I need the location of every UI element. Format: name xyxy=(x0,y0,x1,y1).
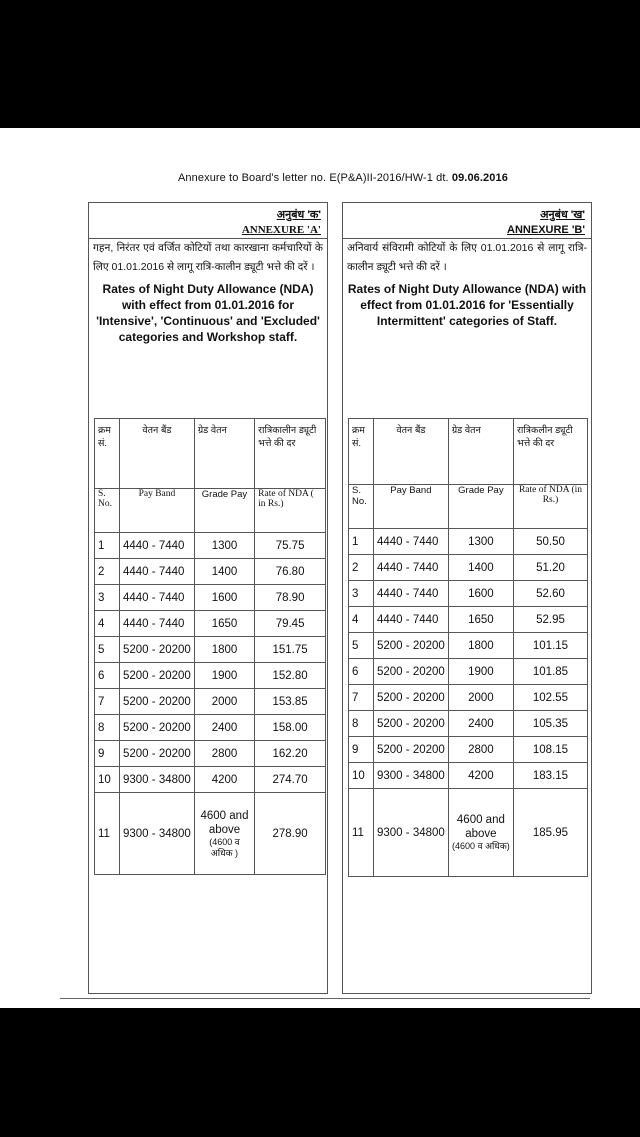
row-gradepay: 1400 xyxy=(448,555,513,581)
annexure-b-hindi-text: अनिवार्य संविरामी कोटियों के लिए 01.01.2016 से लागू रात्रि-कालीन ड्यूटी भत्ते की दरें । xyxy=(343,238,591,277)
row-payband: 5200 - 20200 xyxy=(120,715,195,741)
row-nda: 78.90 xyxy=(255,585,326,611)
row-gradepay: 1600 xyxy=(448,581,513,607)
row-payband: 4440 - 7440 xyxy=(120,559,195,585)
hdr-rate-hi: रात्रिकलीन ड्यूटी भत्ते की दर xyxy=(513,419,587,485)
row-sno: 9 xyxy=(349,737,374,763)
row-gradepay: 2800 xyxy=(448,737,513,763)
hindi-header-row xyxy=(349,419,588,485)
table-row xyxy=(349,685,588,711)
row-nda: 79.45 xyxy=(255,611,326,637)
row-payband: 5200 - 20200 xyxy=(374,711,449,737)
hdr-payband-en: Pay Band xyxy=(120,489,195,533)
annexure-a-table xyxy=(94,418,326,875)
table-row xyxy=(349,555,588,581)
row-sno: 3 xyxy=(349,581,374,607)
row-payband: 9300 - 34800 xyxy=(120,767,195,793)
row-gradepay: 2000 xyxy=(194,689,254,715)
table-row xyxy=(349,659,588,685)
row-nda: 274.70 xyxy=(255,767,326,793)
row-sno: 2 xyxy=(95,559,120,585)
row-nda: 153.85 xyxy=(255,689,326,715)
table-row xyxy=(349,763,588,789)
annexure-a-title: Rates of Night Duty Allowance (NDA) with effect from 01.01.2016 for 'Intensive', 'Continuous' and 'Excluded' categories and Workshop staff. xyxy=(96,282,320,344)
row-gradepay: 2400 xyxy=(194,715,254,741)
row-sno: 8 xyxy=(349,711,374,737)
hdr-sno-hi: क्रम सं. xyxy=(95,419,120,489)
row-nda: 162.20 xyxy=(255,741,326,767)
row-sno: 6 xyxy=(95,663,120,689)
row-gradepay: 1400 xyxy=(194,559,254,585)
row-nda: 108.15 xyxy=(513,737,587,763)
table-row xyxy=(95,663,326,689)
row-sno: 6 xyxy=(349,659,374,685)
row-payband: 4440 - 7440 xyxy=(120,611,195,637)
row-sno: 4 xyxy=(95,611,120,637)
english-header-row xyxy=(95,489,326,533)
table-row xyxy=(95,585,326,611)
table-row xyxy=(95,767,326,793)
row-payband: 5200 - 20200 xyxy=(374,685,449,711)
row-payband: 5200 - 20200 xyxy=(120,637,195,663)
annexure-a-label-hindi: अनुबंध 'क' xyxy=(276,209,321,221)
row-payband: 5200 - 20200 xyxy=(374,737,449,763)
annexure-b-title: Rates of Night Duty Allowance (NDA) with effect from 01.01.2016 for 'Essentially Intermittent' categories of Staff. xyxy=(347,282,587,328)
row-sno: 4 xyxy=(349,607,374,633)
hdr-gradepay-en: Grade Pay xyxy=(194,489,254,533)
letter-date: 09.06.2016 xyxy=(451,172,508,184)
row-gradepay: 1300 xyxy=(194,533,254,559)
row-sno: 7 xyxy=(349,685,374,711)
row-gradepay: 4200 xyxy=(448,763,513,789)
row-sno: 11 xyxy=(95,793,120,875)
table-row xyxy=(95,611,326,637)
row-gradepay: 2800 xyxy=(194,741,254,767)
row-nda: 101.15 xyxy=(513,633,587,659)
row-gradepay: 4600 and above (4600 व अधिक) xyxy=(448,789,513,877)
hdr-payband-hi: वेतन बैंड xyxy=(374,419,449,485)
row-nda: 76.80 xyxy=(255,559,326,585)
row-sno: 1 xyxy=(349,529,374,555)
letter-reference-text: Annexure to Board's letter no. E(P&A)II-2016/HW-1 dt. xyxy=(178,172,449,184)
document-page xyxy=(0,128,640,1008)
row-payband: 4440 - 7440 xyxy=(374,555,449,581)
row-sno: 11 xyxy=(349,789,374,877)
table-row xyxy=(95,689,326,715)
row-nda: 51.20 xyxy=(513,555,587,581)
annexure-b-label: ANNEXURE 'B' xyxy=(507,224,585,236)
row-nda: 183.15 xyxy=(513,763,587,789)
table-row xyxy=(95,741,326,767)
row-payband: 4440 - 7440 xyxy=(374,607,449,633)
row-sno: 5 xyxy=(349,633,374,659)
row-nda: 52.95 xyxy=(513,607,587,633)
row-payband: 4440 - 7440 xyxy=(374,529,449,555)
table-row xyxy=(349,581,588,607)
hdr-sno-hi: क्रम सं. xyxy=(349,419,374,485)
hdr-rate-hi: रात्रिकालीन ड्यूटी भत्ते की दर xyxy=(255,419,326,489)
row-payband: 9300 - 34800 xyxy=(374,763,449,789)
table-row xyxy=(349,737,588,763)
row-payband: 5200 - 20200 xyxy=(374,633,449,659)
row-sno: 2 xyxy=(349,555,374,581)
row-sno: 7 xyxy=(95,689,120,715)
row-payband: 5200 - 20200 xyxy=(120,689,195,715)
annexure-b-label-hindi: अनुबंध 'ख' xyxy=(540,209,585,221)
row-payband: 5200 - 20200 xyxy=(120,663,195,689)
row-sno: 1 xyxy=(95,533,120,559)
row-payband: 9300 - 34800 xyxy=(374,789,449,877)
row-gradepay: 1300 xyxy=(448,529,513,555)
row-payband: 5200 - 20200 xyxy=(120,741,195,767)
row-sno: 10 xyxy=(349,763,374,789)
table-row xyxy=(349,711,588,737)
row-gradepay: 1900 xyxy=(194,663,254,689)
row-sno: 8 xyxy=(95,715,120,741)
row-gradepay: 1650 xyxy=(448,607,513,633)
row-gradepay: 2400 xyxy=(448,711,513,737)
bottom-rule xyxy=(60,998,590,999)
row-gradepay: 4200 xyxy=(194,767,254,793)
row-nda: 152.80 xyxy=(255,663,326,689)
row-sno: 5 xyxy=(95,637,120,663)
table-row xyxy=(349,789,588,877)
row-sno: 3 xyxy=(95,585,120,611)
row-gradepay: 1650 xyxy=(194,611,254,637)
hindi-header-row xyxy=(95,419,326,489)
row-nda: 50.50 xyxy=(513,529,587,555)
row-payband: 9300 - 34800 xyxy=(120,793,195,875)
table-row xyxy=(349,607,588,633)
letter-reference xyxy=(178,172,508,184)
table-row xyxy=(95,715,326,741)
hdr-payband-hi: वेतन बैंड xyxy=(120,419,195,489)
table-row xyxy=(95,559,326,585)
row-payband: 4440 - 7440 xyxy=(374,581,449,607)
annexure-a-label: ANNEXURE 'A' xyxy=(241,224,321,236)
hdr-gradepay-hi: ग्रेड वेतन xyxy=(194,419,254,489)
row-gradepay: 1900 xyxy=(448,659,513,685)
row-nda: 75.75 xyxy=(255,533,326,559)
hdr-sno-en: S. No. xyxy=(95,489,120,533)
row-nda: 158.00 xyxy=(255,715,326,741)
annexure-b-table xyxy=(348,418,588,877)
row-nda: 102.55 xyxy=(513,685,587,711)
table-row xyxy=(95,637,326,663)
hdr-payband-en: Pay Band xyxy=(374,485,449,529)
row-payband: 5200 - 20200 xyxy=(374,659,449,685)
table-row xyxy=(95,793,326,875)
row-payband: 4440 - 7440 xyxy=(120,585,195,611)
hdr-rate-en: Rate of NDA (in Rs.) xyxy=(513,485,587,529)
row-nda: 185.95 xyxy=(513,789,587,877)
row-nda: 101.85 xyxy=(513,659,587,685)
row-gradepay: 1600 xyxy=(194,585,254,611)
row-sno: 9 xyxy=(95,741,120,767)
row-nda: 105.35 xyxy=(513,711,587,737)
hdr-gradepay-hi: ग्रेड वेतन xyxy=(448,419,513,485)
row-gradepay: 2000 xyxy=(448,685,513,711)
table-row xyxy=(95,533,326,559)
row-gradepay: 1800 xyxy=(194,637,254,663)
row-payband: 4440 - 7440 xyxy=(120,533,195,559)
table-row xyxy=(349,529,588,555)
row-nda: 52.60 xyxy=(513,581,587,607)
hdr-rate-en: Rate of NDA ( in Rs.) xyxy=(255,489,326,533)
row-sno: 10 xyxy=(95,767,120,793)
row-nda: 278.90 xyxy=(255,793,326,875)
row-gradepay: 4600 and above (4600 व अधिक ) xyxy=(194,793,254,875)
row-gradepay: 1800 xyxy=(448,633,513,659)
hdr-sno-en: S. No. xyxy=(349,485,374,529)
table-row xyxy=(349,633,588,659)
row-nda: 151.75 xyxy=(255,637,326,663)
hdr-gradepay-en: Grade Pay xyxy=(448,485,513,529)
english-header-row xyxy=(349,485,588,529)
annexure-a-hindi-text: गहन, निरंतर एवं वर्जित कोटियों तथा कारखाना कर्मचारियों के लिए 01.01.2016 से लागू रात्रि-कालीन ड्यूटी भत्ते की दरें । xyxy=(89,238,327,277)
